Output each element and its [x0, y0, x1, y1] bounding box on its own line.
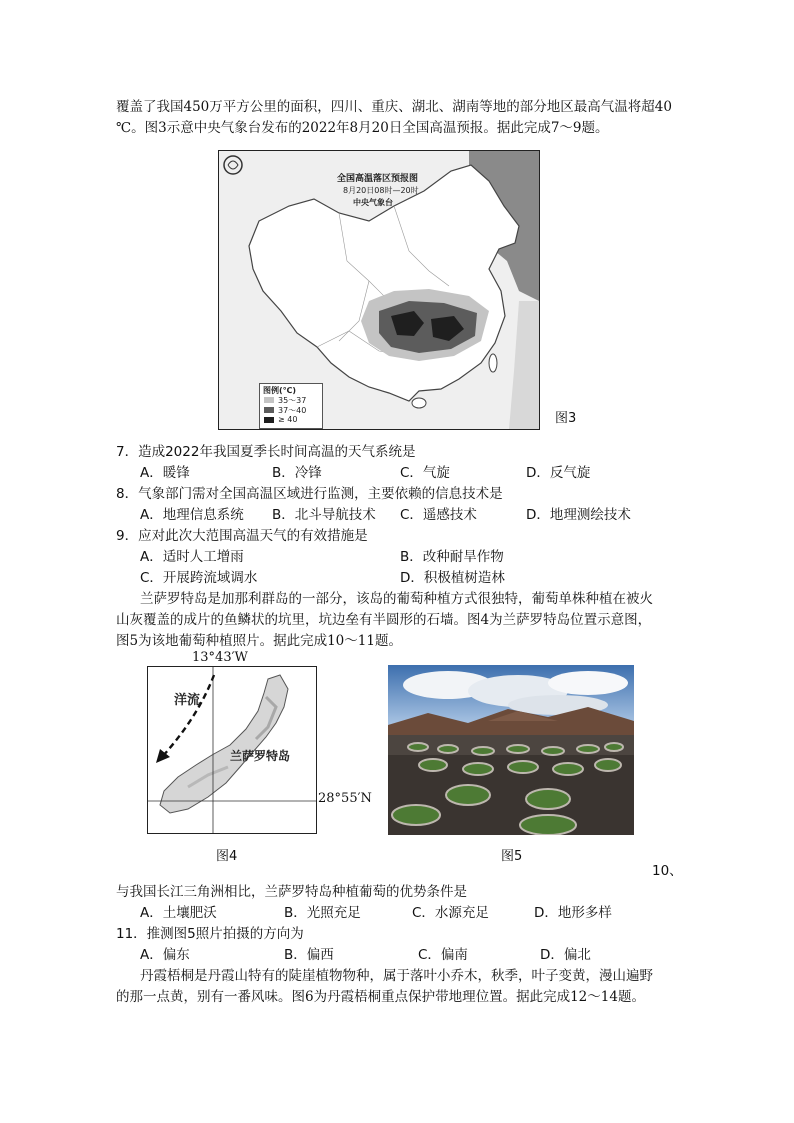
figure-5-caption: 图5: [501, 849, 523, 864]
ocean-current-label: 洋流: [174, 693, 201, 708]
q10-option-a: A．土壤肥沃: [140, 905, 217, 921]
q7-option-d: D．反气旋: [526, 465, 591, 481]
figure-4-caption: 图4: [216, 849, 238, 864]
q9-option-b: B．改种耐旱作物: [400, 549, 504, 565]
q8-option-c: C．遥感技术: [400, 507, 477, 523]
q9-option-a: A．适时人工增雨: [140, 549, 244, 565]
figure-4-map: [147, 666, 317, 834]
map-legend: [259, 383, 323, 429]
legend-swatch-3: [264, 417, 274, 423]
legend-label-1: 35～37: [278, 396, 307, 405]
passage2-line-3: 图5为该地葡萄种植照片。据此完成10～11题。: [116, 633, 402, 649]
q7-stem: 7．造成2022年我国夏季长时间高温的天气系统是: [116, 444, 416, 460]
legend-title: 图例(℃): [263, 386, 296, 395]
passage3-line-1: 丹霞梧桐是丹霞山特有的陡崖植物物种，属于落叶小乔木，秋季，叶子变黄，漫山遍野: [140, 968, 653, 984]
q11-option-d: D．偏北: [540, 947, 591, 963]
figure-3-caption: 图3: [555, 411, 577, 426]
map-agency: 中央气象台: [353, 198, 393, 207]
q8-option-b: B．北斗导航技术: [272, 507, 376, 523]
q10-option-d: D．地形多样: [534, 905, 612, 921]
passage2-line-2: 山灰覆盖的成片的鱼鳞状的坑里，坑边垒有半圆形的石墙。图4为兰萨罗特岛位置示意图，: [116, 612, 652, 628]
legend-label-2: 37～40: [278, 406, 307, 415]
vineyard-photo-graphic: [388, 665, 634, 835]
q7-option-c: C．气旋: [400, 465, 450, 481]
island-label: 兰萨罗特岛: [230, 749, 291, 763]
q10-stem: 与我国长江三角洲相比，兰萨罗特岛种植葡萄的优势条件是: [116, 884, 467, 900]
q10-number: 10、: [652, 863, 683, 879]
legend-swatch-2: [264, 407, 274, 413]
map-subtitle: 8月20日08时—20时: [343, 186, 419, 195]
q11-stem: 11．推测图5照片拍摄的方向为: [116, 926, 304, 942]
q9-stem: 9．应对此次大范围高温天气的有效措施是: [116, 528, 368, 544]
q7-option-b: B．冷锋: [272, 465, 322, 481]
q8-stem: 8．气象部门需对全国高温区域进行监测，主要依赖的信息技术是: [116, 486, 503, 502]
q11-option-c: C．偏南: [418, 947, 468, 963]
passage2-line-1: 兰萨罗特岛是加那利群岛的一部分，该岛的葡萄种植方式很独特，葡萄单株种植在被火: [140, 591, 653, 607]
figure-3-map: [218, 150, 540, 430]
legend-swatch-1: [264, 397, 274, 403]
intro-line-1: 覆盖了我国450万平方公里的面积，四川、重庆、湖北、湖南等地的部分地区最高气温将超40: [116, 99, 672, 115]
q10-option-b: B．光照充足: [284, 905, 361, 921]
q9-option-c: C．开展跨流域调水: [140, 570, 258, 586]
q11-option-a: A．偏东: [140, 947, 190, 963]
q10-option-c: C．水源充足: [412, 905, 489, 921]
legend-label-3: ≥ 40: [278, 415, 298, 424]
q8-option-a: A．地理信息系统: [140, 507, 244, 523]
passage3-line-2: 的那一点黄，别有一番风味。图6为丹霞梧桐重点保护带地理位置。据此完成12～14题。: [116, 989, 645, 1005]
q9-option-d: D．积极植树造林: [400, 570, 505, 586]
map-title: 全国高温落区预报图: [337, 174, 419, 184]
q7-option-a: A．暖锋: [140, 465, 190, 481]
intro-line-2: ℃。图3示意中央气象台发布的2022年8月20日全国高温预报。据此完成7～9题。: [116, 120, 609, 136]
q11-option-b: B．偏西: [284, 947, 334, 963]
q8-option-d: D．地理测绘技术: [526, 507, 631, 523]
fig4-latitude-label: 28°55′N: [318, 791, 372, 806]
figure-5-photo: [388, 665, 634, 835]
fig4-longitude-label: 13°43′W: [192, 650, 248, 665]
